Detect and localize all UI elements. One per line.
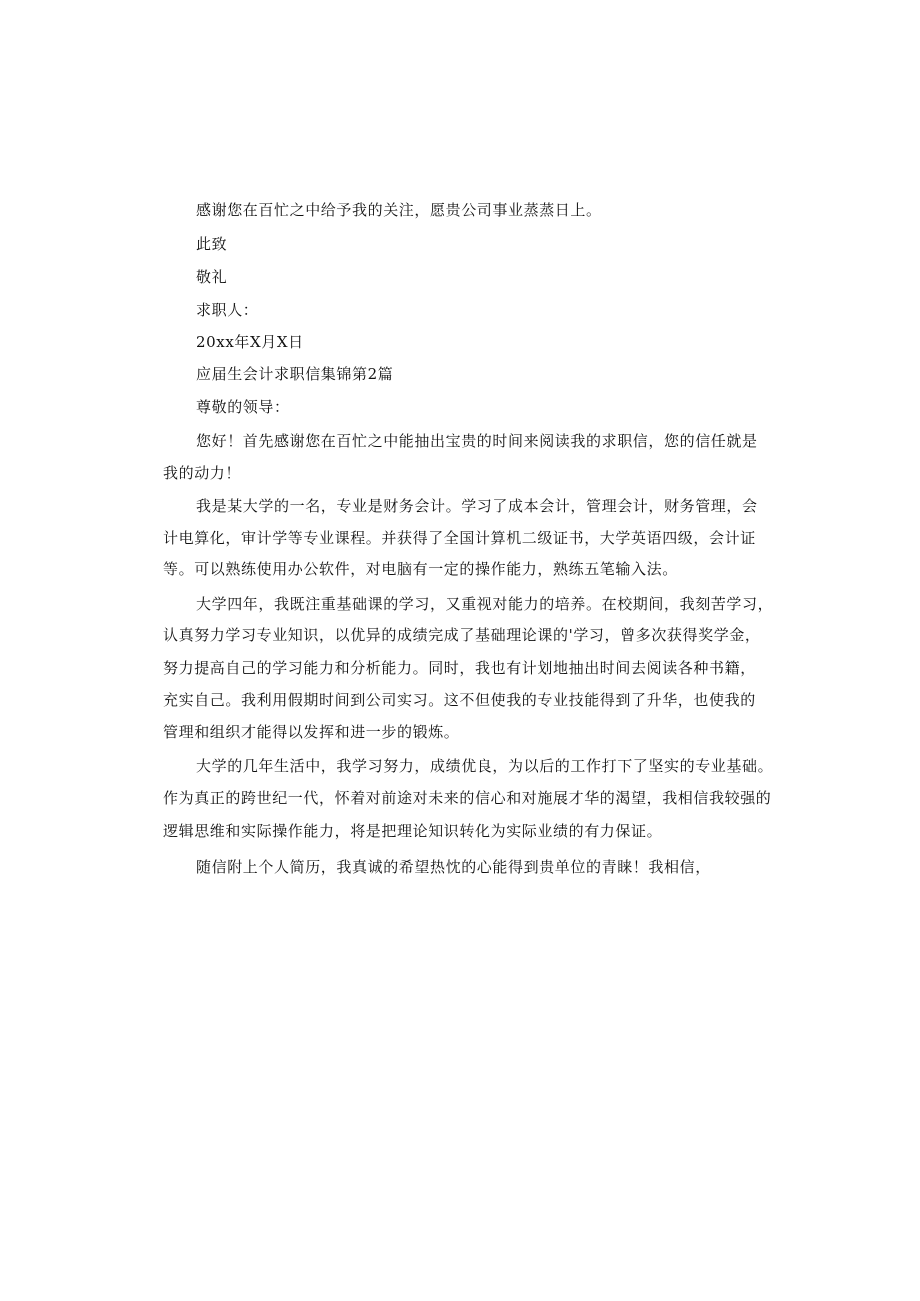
paragraph-line: 我是某大学的一名，专业是财务会计。学习了成本会计，管理会计，财务管理，会 <box>196 497 758 515</box>
paragraph-line: 认真努力学习专业知识，以优异的成绩完成了基础理论课的'学习，曾多次获得奖学金， <box>163 626 761 644</box>
paragraph-line: 计电算化，审计学等专业课程。并获得了全国计算机二级证书，大学英语四级，会计证 <box>163 529 756 547</box>
paragraph-line: 逻辑思维和实际操作能力，将是把理论知识转化为实际业绩的有力保证。 <box>163 822 663 840</box>
paragraph-line: 随信附上个人简历，我真诚的希望热忱的心能得到贵单位的青睐！我相信， <box>196 858 711 876</box>
paragraph-line: 大学的几年生活中，我学习努力，成绩优良，为以后的工作打下了坚实的专业基础。 <box>196 757 774 775</box>
paragraph-line: 充实自己。我利用假期时间到公司实习。这不但使我的专业技能得到了升华，也使我的 <box>163 691 756 709</box>
section-title: 应届生会计求职信集锦第2篇 <box>196 365 394 383</box>
paragraph-line: 我的动力！ <box>163 464 242 482</box>
applicant-label: 求职人： <box>196 301 259 319</box>
paragraph-line: 作为真正的跨世纪一代，怀着对前途对未来的信心和对施展才华的渴望，我相信我较强的 <box>163 789 772 807</box>
paragraph-line: 您好！首先感谢您在百忙之中能抽出宝贵的时间来阅读我的求职信，您的信任就是 <box>196 432 758 450</box>
salutation-jingli: 敬礼 <box>196 268 228 286</box>
date-line: 20xx年X月X日 <box>196 333 304 351</box>
paragraph-line: 努力提高自己的学习能力和分析能力。同时，我也有计划地抽出时间去阅读各种书籍， <box>163 659 756 677</box>
salutation-cizhi: 此致 <box>196 235 228 253</box>
paragraph-line: 等。可以熟练使用办公软件，对电脑有一定的操作能力，熟练五笔输入法。 <box>163 560 678 578</box>
paragraph-line: 管理和组织才能得以发挥和进一步的锻炼。 <box>163 723 460 741</box>
closing-wish-line: 感谢您在百忙之中给予我的关注，愿贵公司事业蒸蒸日上。 <box>196 201 602 219</box>
paragraph-line: 大学四年，我既注重基础课的学习，又重视对能力的培养。在校期间，我刻苦学习， <box>196 595 774 613</box>
greeting-line: 尊敬的领导： <box>196 398 290 416</box>
